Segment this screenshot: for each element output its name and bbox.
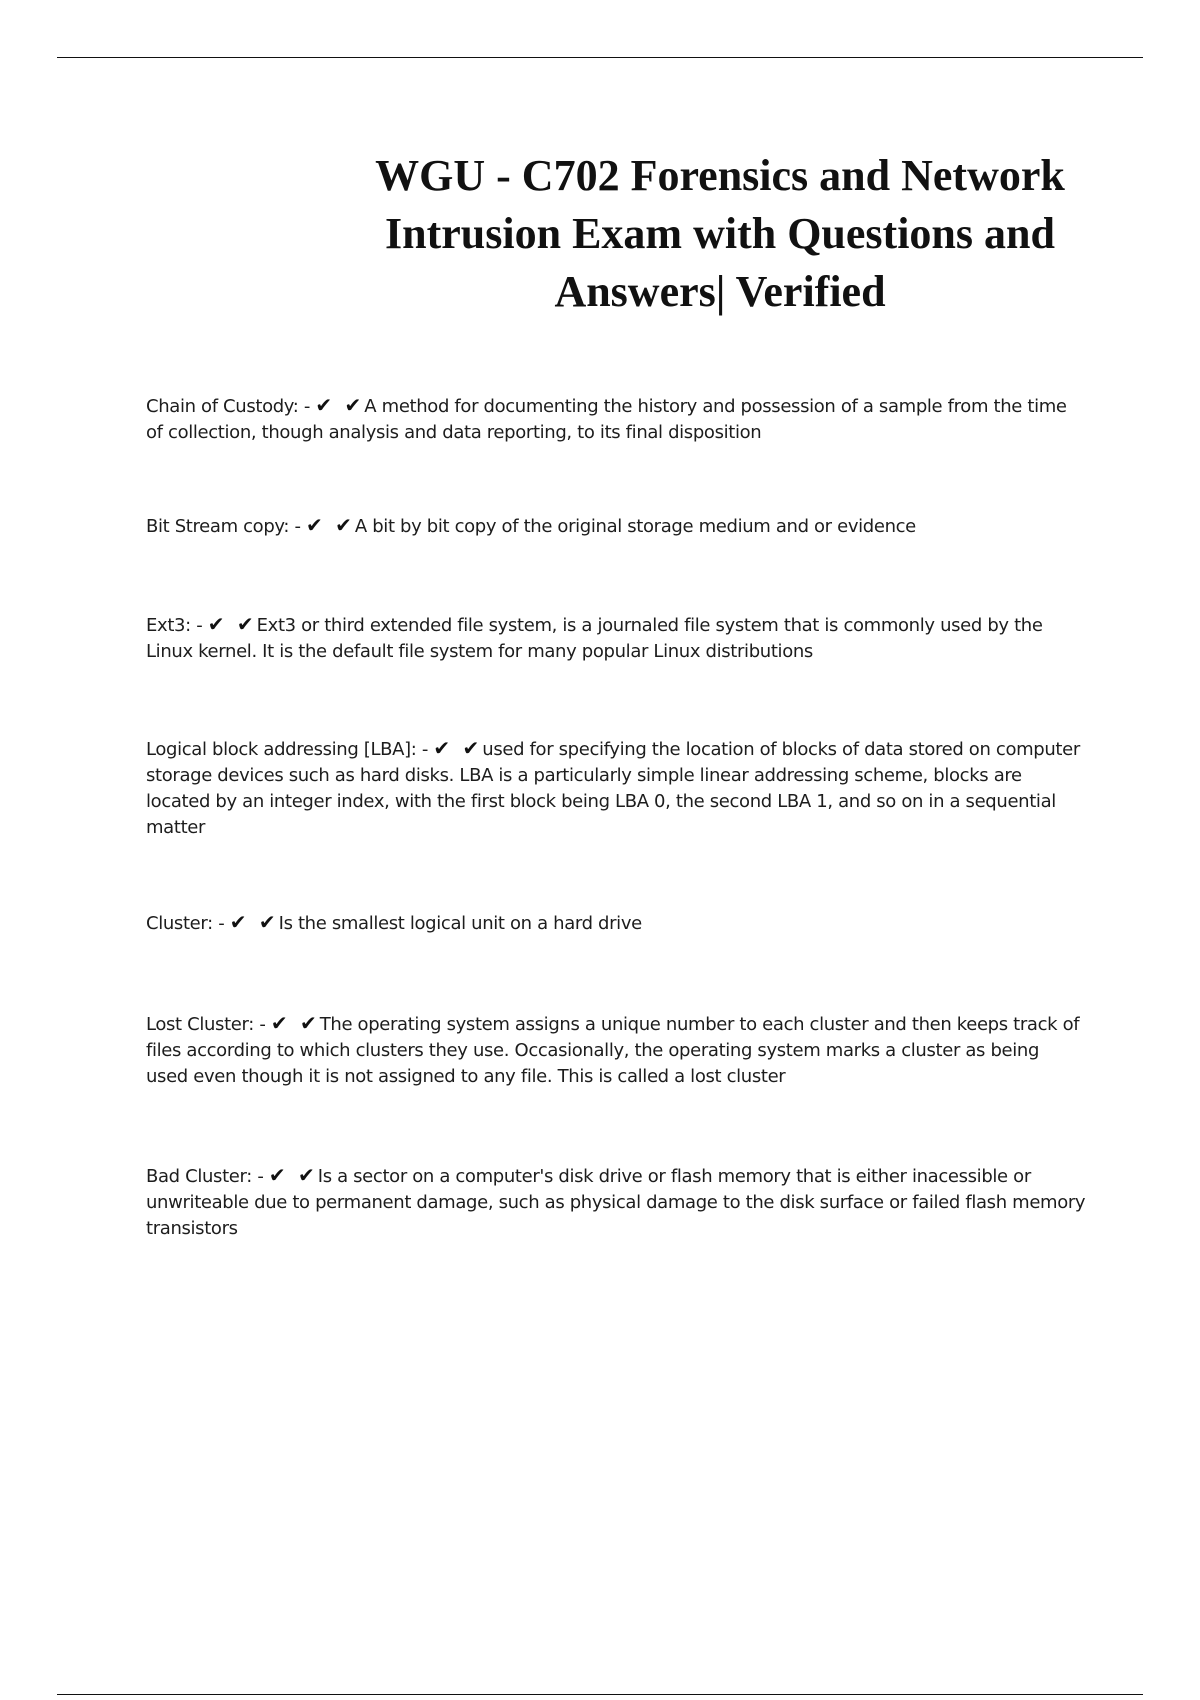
qa-item-bit-stream-copy (146, 512, 1086, 540)
check-icon: ✔ ✔ (229, 910, 279, 934)
separator: - (251, 1166, 269, 1187)
document-title: WGU - C702 Forensics and Network Intrusion Exam with Questions and Answers| Verified (375, 151, 1065, 316)
definition: The operating system assigns a unique number to each cluster and then keeps track of files according to which clusters they use. Occasionally, the operating system marks a cluster as being used even though it is not assigned to any file. This is called a lost cluster (146, 1014, 1080, 1087)
definition: Is the smallest logical unit on a hard drive (278, 913, 642, 934)
check-icon: ✔ ✔ (315, 393, 365, 417)
term: Bit Stream copy: (146, 516, 290, 537)
qa-item-lba (146, 735, 1086, 841)
separator: - (416, 739, 434, 760)
separator: - (298, 396, 316, 417)
definition: used for specifying the location of blocks of data stored on computer storage devices such as hard disks. LBA is a particularly simple linear addressing scheme, blocks are located by an integer index, with the first block being LBA 0, the second LBA 1, and so on in a sequential matter (146, 739, 1080, 838)
qa-item-lost-cluster (146, 1010, 1086, 1090)
top-rule (57, 57, 1143, 58)
check-icon: ✔ ✔ (306, 513, 355, 537)
separator: - (190, 615, 208, 636)
bottom-rule (57, 1694, 1143, 1695)
qa-item-ext3 (146, 611, 1086, 665)
check-icon: ✔ ✔ (433, 736, 483, 760)
definition: Is a sector on a computer's disk drive or flash memory that is either inacessible or unwriteable due to permanent damage, such as physical damage to the disk surface or failed flash memory transistors (146, 1166, 1086, 1239)
term: Chain of Custody: (146, 396, 299, 417)
qa-item-cluster (146, 909, 1086, 937)
term: Logical block addressing [LBA]: (146, 739, 417, 760)
definition: A bit by bit copy of the original storage medium and or evidence (354, 516, 916, 537)
term: Lost Cluster: (146, 1014, 254, 1035)
check-icon: ✔ ✔ (270, 1011, 320, 1035)
check-icon: ✔ ✔ (207, 612, 257, 636)
separator: - (212, 913, 230, 934)
term: Bad Cluster: (146, 1166, 252, 1187)
definition: Ext3 or third extended file system, is a journaled file system that is commonly used by the Linux kernel. It is the default file system for many popular Linux distributions (146, 615, 1043, 662)
qa-item-bad-cluster (146, 1162, 1086, 1242)
term: Cluster: (146, 913, 213, 934)
separator: - (253, 1014, 271, 1035)
definition: A method for documenting the history and possession of a sample from the time of collection, though analysis and data reporting, to its final disposition (146, 396, 1067, 443)
qa-item-chain-of-custody (146, 392, 1086, 446)
term: Ext3: (146, 615, 191, 636)
separator: - (289, 516, 307, 537)
check-icon: ✔ ✔ (268, 1163, 318, 1187)
